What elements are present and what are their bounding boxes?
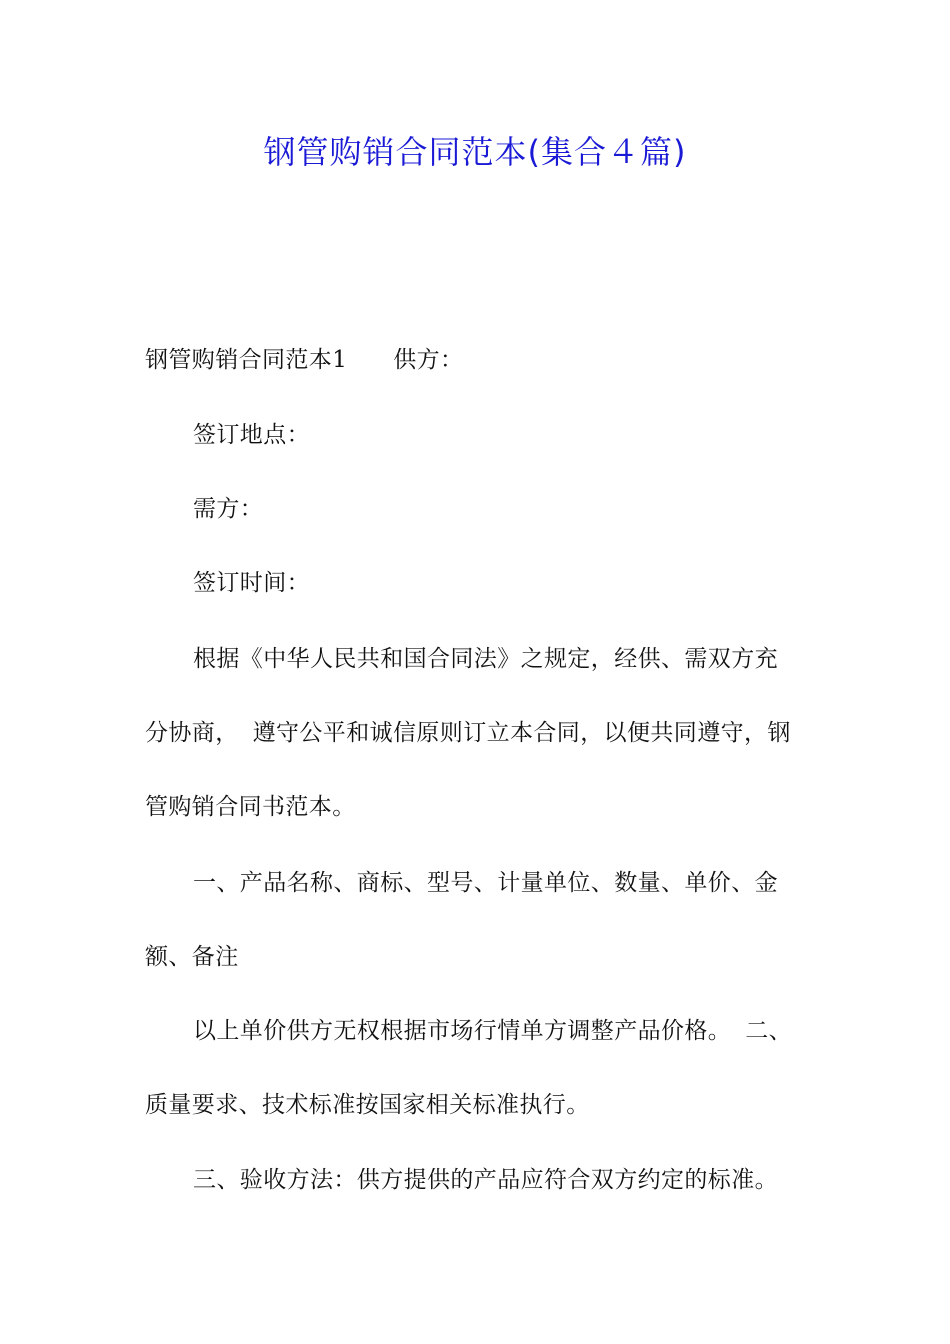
signing-time-label: 签订时间： — [193, 570, 310, 596]
paragraph-line — [145, 345, 810, 375]
text-segment: 分协商， — [145, 720, 239, 746]
buyer-label: 需方： — [193, 496, 264, 522]
text-segment: 二、 — [745, 1018, 793, 1044]
section-heading: 钢管购销合同范本1 — [145, 347, 348, 373]
supplier-label: 供方： — [393, 347, 464, 373]
paragraph-line: 根据《中华人民共和国合同法》之规定，经供、需双方充 — [193, 646, 778, 672]
text-segment: 以上单价供方无权根据市场行情单方调整产品价格。 — [193, 1018, 732, 1044]
paragraph-line: 管购销合同书范本。 — [145, 794, 356, 820]
paragraph-line: 质量要求、技术标准按国家相关标准执行。 — [145, 1092, 590, 1118]
signing-place-label: 签订地点： — [193, 422, 310, 448]
document-title: 钢管购销合同范本(集合４篇) — [263, 133, 687, 171]
paragraph-line: 一、产品名称、商标、型号、计量单位、数量、单价、金 — [193, 870, 778, 896]
paragraph-line — [193, 1016, 810, 1046]
paragraph-line: 额、备注 — [145, 944, 239, 970]
paragraph-line — [145, 718, 810, 748]
paragraph-line: 三、验收方法：供方提供的产品应符合双方约定的标准。 — [193, 1167, 778, 1193]
text-segment: 遵守公平和诚信原则订立本合同，以便共同遵守，钢 — [252, 720, 791, 746]
